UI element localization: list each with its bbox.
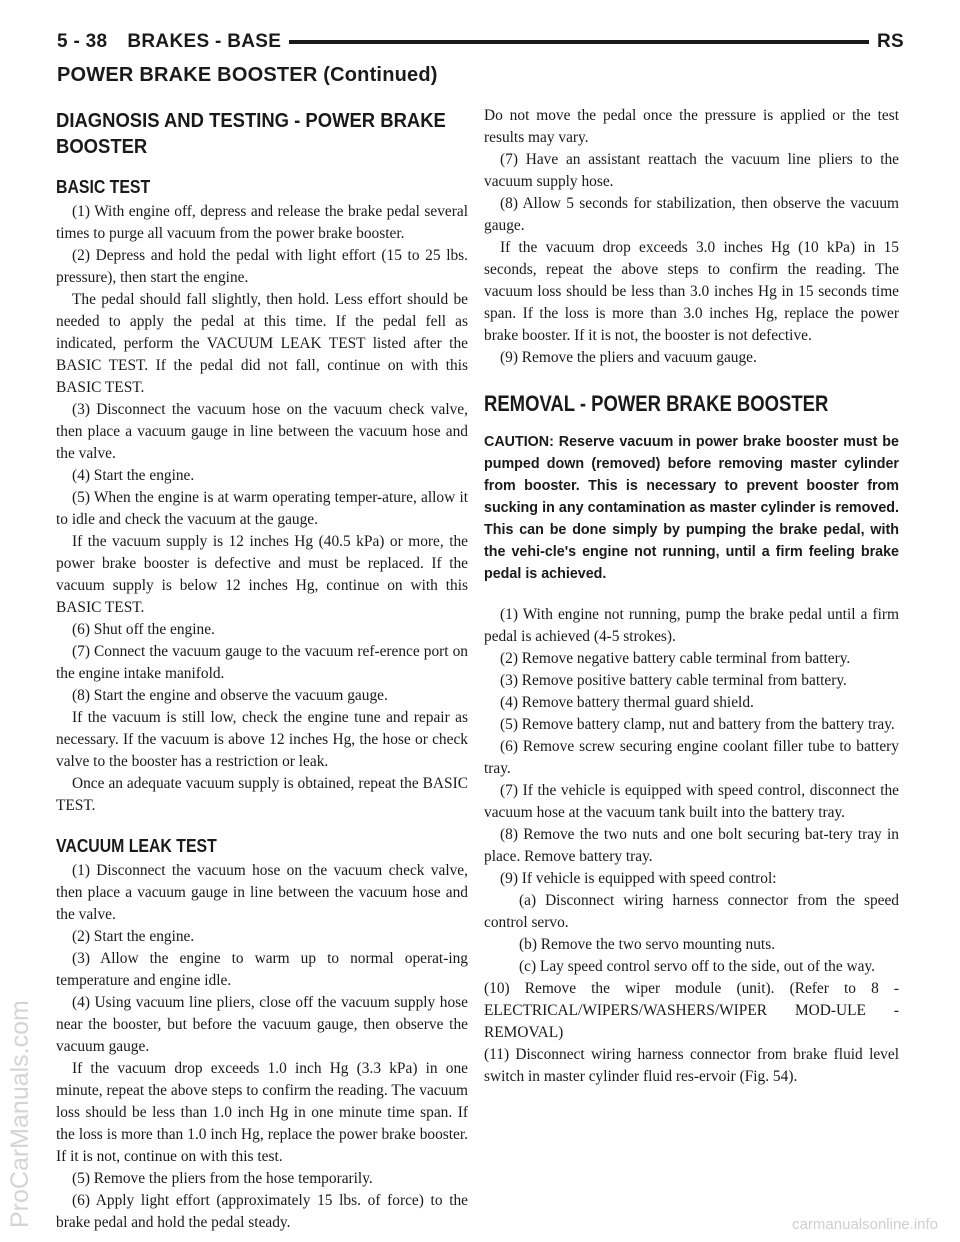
page-number: 5 - 38	[57, 31, 108, 52]
removal-substep: (b) Remove the two servo mounting nuts.	[519, 936, 776, 953]
paragraph: The pedal should fall slightly, then hold. Less effort should be needed to apply the pedal at this time. If the pedal fell as indicated, perform the VACUUM LEAK TEST listed after the BASIC TEST. If the pedal did not fall, continue on with this BASIC TEST.	[56, 291, 468, 396]
header-rule	[289, 40, 869, 44]
paragraph: Do not move the pedal once the pressure is applied or the test results may vary.	[484, 107, 899, 146]
removal-step: (1) With engine not running, pump the brake pedal until a firm pedal is achieved (4-5 strokes).	[484, 606, 899, 645]
paragraph: (1) With engine off, depress and release the brake pedal several times to purge all vacuum from the power brake booster.	[56, 203, 468, 242]
removal-step: (8) Remove the two nuts and one bolt securing bat-tery tray in place. Remove battery tray.	[484, 826, 899, 865]
model-code: RS	[877, 31, 904, 52]
removal-step: (4) Remove battery thermal guard shield.	[500, 694, 754, 711]
vacuum-leak-test-heading: VACUUM LEAK TEST	[56, 836, 217, 856]
paragraph: (4) Start the engine.	[72, 467, 195, 484]
paragraph: (8) Allow 5 seconds for stabilization, then observe the vacuum gauge.	[484, 195, 899, 234]
side-watermark: ProCarManuals.com	[6, 1000, 34, 1228]
left-column	[56, 108, 468, 1234]
paragraph: (6) Apply light effort (approximately 15 lbs. of force) to the brake pedal and hold the pedal steady.	[56, 1192, 468, 1231]
removal-step: (5) Remove battery clamp, nut and battery from the battery tray.	[500, 716, 895, 733]
paragraph: (9) Remove the pliers and vacuum gauge.	[500, 349, 757, 366]
continued-heading: POWER BRAKE BOOSTER (Continued)	[57, 64, 438, 86]
removal-substep: (c) Lay speed control servo off to the side, out of the way.	[519, 958, 876, 975]
paragraph: If the vacuum supply is 12 inches Hg (40.5 kPa) or more, the power brake booster is defective and must be replaced. If the vacuum supply is below 12 inches Hg, continue on with this BASIC TEST.	[56, 533, 468, 616]
paragraph: (4) Using vacuum line pliers, close off the vacuum supply hose near the booster, but before the vacuum gauge, then observe the vacuum gauge.	[56, 994, 468, 1055]
paragraph: (3) Disconnect the vacuum hose on the vacuum check valve, then place a vacuum gauge in line between the vacuum hose and the valve.	[56, 401, 468, 462]
paragraph: Once an adequate vacuum supply is obtained, repeat the BASIC TEST.	[56, 775, 468, 814]
removal-step: (6) Remove screw securing engine coolant filler tube to battery tray.	[484, 738, 899, 777]
removal-step: (11) Disconnect wiring harness connector from brake fluid level switch in master cylinder fluid res-ervoir (Fig. 54).	[484, 1046, 899, 1085]
paragraph: If the vacuum is still low, check the engine tune and repair as necessary. If the vacuum is above 12 inches Hg, the hose or check valve to the booster has a restriction or leak.	[56, 709, 468, 770]
paragraph: (5) Remove the pliers from the hose temporarily.	[72, 1170, 373, 1187]
paragraph: If the vacuum drop exceeds 3.0 inches Hg (10 kPa) in 15 seconds, repeat the above steps to confirm the reading. The vacuum loss should be less than 3.0 inches Hg in 15 seconds time span. If the loss is more than 3.0 inches Hg, replace the power brake booster. If it is not, the booster is not defective.	[484, 239, 899, 344]
diagnosis-title-line1: DIAGNOSIS AND TESTING - POWER BRAKE	[56, 109, 446, 132]
footer-watermark: carmanualsonline.info	[792, 1216, 938, 1233]
paragraph: (5) When the engine is at warm operating temper-ature, allow it to idle and check the vacuum at the gauge.	[56, 489, 468, 528]
removal-step: (7) If the vehicle is equipped with speed control, disconnect the vacuum hose at the vacuum tank built into the battery tray.	[484, 782, 899, 821]
basic-test-heading: BASIC TEST	[56, 177, 151, 197]
removal-step: (3) Remove positive battery cable terminal from battery.	[500, 672, 847, 689]
running-header	[57, 22, 904, 62]
removal-substep: (a) Disconnect wiring harness connector from the speed control servo.	[484, 892, 899, 931]
caution-note: CAUTION: Reserve vacuum in power brake booster must be pumped down (removed) before removing master cylinder from booster. This is necessary to prevent booster from sucking in any contamination as master cylinder is removed. This can be done simply by pumping the brake pedal, with the vehi-cle's engine not running, until a firm feeling brake pedal is achieved.	[484, 434, 899, 582]
paragraph: If the vacuum drop exceeds 1.0 inch Hg (3.3 kPa) in one minute, repeat the above steps to confirm the reading. The vacuum loss should be less than 1.0 inch Hg in one minute time span. If the loss is more than 1.0 inch Hg, replace the power brake booster. If it is not, continue on with this test.	[56, 1060, 468, 1165]
paragraph: (2) Start the engine.	[72, 928, 195, 945]
right-column	[484, 105, 899, 1088]
section-title: BRAKES - BASE	[127, 31, 282, 52]
removal-title: REMOVAL - POWER BRAKE BOOSTER	[484, 391, 829, 416]
diagnosis-title-line2: BOOSTER	[56, 135, 148, 158]
diagnosis-title	[56, 108, 466, 160]
removal-step: (2) Remove negative battery cable terminal from battery.	[500, 650, 851, 667]
paragraph: (7) Connect the vacuum gauge to the vacuum ref-erence port on the engine intake manifold.	[56, 643, 468, 682]
paragraph: (7) Have an assistant reattach the vacuum line pliers to the vacuum supply hose.	[484, 151, 899, 190]
paragraph: (2) Depress and hold the pedal with light effort (15 to 25 lbs. pressure), then start the engine.	[56, 247, 468, 286]
paragraph: (6) Shut off the engine.	[72, 621, 215, 638]
paragraph: (8) Start the engine and observe the vacuum gauge.	[72, 687, 388, 704]
paragraph: (1) Disconnect the vacuum hose on the vacuum check valve, then place a vacuum gauge in line between the vacuum hose and the valve.	[56, 862, 468, 923]
removal-step: (10) Remove the wiper module (unit). (Refer to 8 - ELECTRICAL/WIPERS/WASHERS/WIPER MOD-ULE - REMOVAL)	[484, 980, 899, 1041]
removal-step: (9) If vehicle is equipped with speed control:	[500, 870, 777, 887]
paragraph: (3) Allow the engine to warm up to normal operat-ing temperature and engine idle.	[56, 950, 468, 989]
